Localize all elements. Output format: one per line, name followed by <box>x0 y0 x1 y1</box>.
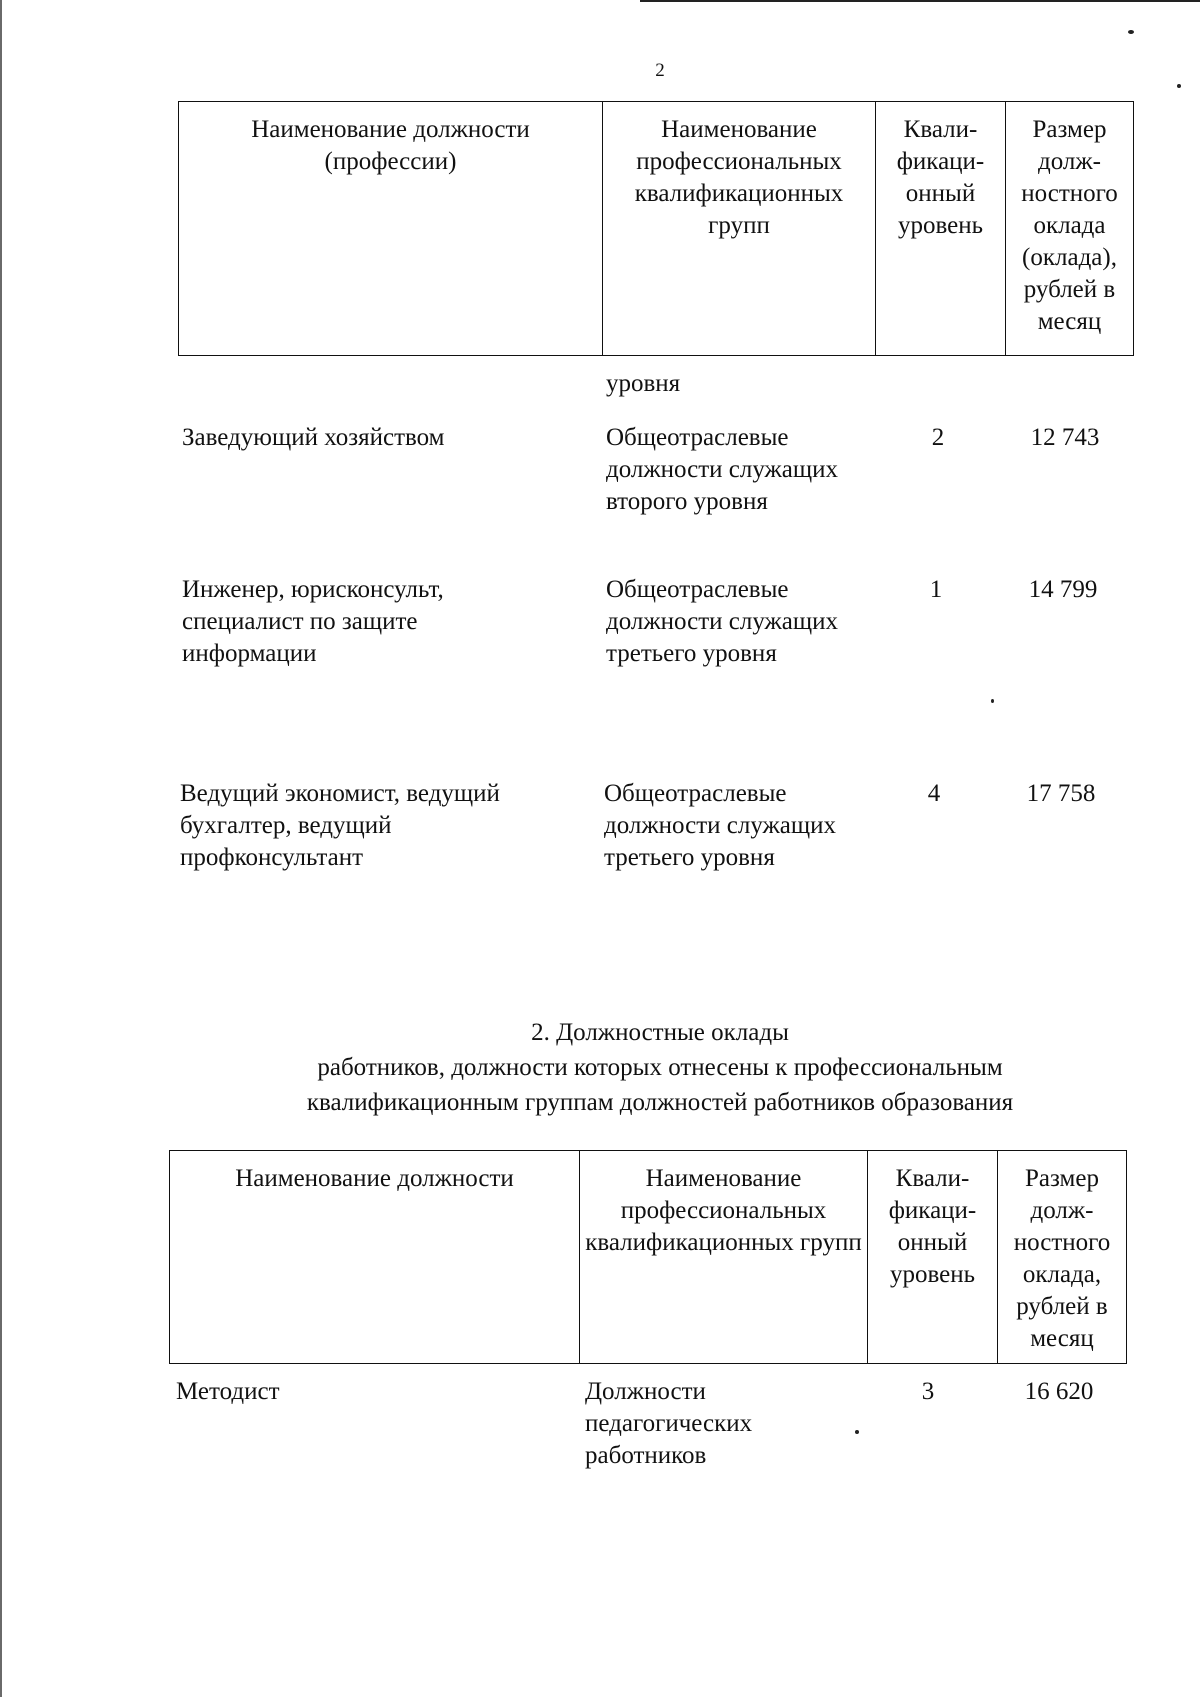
row-group: Общеотраслевые должности служащих третьего уровня <box>606 576 839 667</box>
table2-header-group: Наименование профессиональных квалификационных групп <box>580 1151 868 1364</box>
row-group: Общеотраслевые должности служащих третьего уровня <box>604 780 837 871</box>
section2-title-line2: работников, должности которых отнесены к профессиональным <box>317 1054 1003 1081</box>
table2-header-position: Наименование должности <box>170 1151 580 1364</box>
row-group: Общеотраслевые должности служащих второго уровня <box>606 424 839 515</box>
row-salary: 12 743 <box>1030 424 1100 451</box>
table1-continuation-text: уровня <box>606 370 681 397</box>
row-level: 3 <box>921 1378 935 1405</box>
scan-speck <box>1177 84 1181 88</box>
table2-header-salary: Размер долж-ностного оклада, рублей в месяц <box>998 1151 1127 1364</box>
table1-header-level: Квали-фикаци-онный уровень <box>876 102 1006 356</box>
table1-header <box>178 101 1134 356</box>
row-salary: 16 620 <box>1024 1378 1094 1405</box>
table-row <box>0 1376 1200 1486</box>
section2-title-line1: 2. Должностные оклады <box>531 1019 789 1046</box>
scan-border-top <box>640 0 1200 2</box>
table-row <box>0 574 1200 704</box>
table1-header-group: Наименование профессиональных квалификационных групп <box>603 102 876 356</box>
row-position: Заведующий хозяйством <box>182 424 445 451</box>
table1-header-salary: Размер долж-ностного оклада (оклада), рублей в месяц <box>1006 102 1134 356</box>
table2-header-level: Квали-фикаци-онный уровень <box>868 1151 998 1364</box>
row-position: Методист <box>176 1378 280 1405</box>
table-row <box>0 778 1200 908</box>
table1-header-position: Наименование должности (профессии) <box>179 102 603 356</box>
row-group: Должности педагогических работников <box>585 1378 753 1469</box>
row-salary: 17 758 <box>1026 780 1096 807</box>
page-number: 2 <box>655 60 665 81</box>
table-row <box>0 422 1200 552</box>
table2-header <box>169 1150 1127 1364</box>
row-salary: 14 799 <box>1028 576 1098 603</box>
section2-title-line3: квалификационным группам должностей работников образования <box>306 1089 1014 1116</box>
row-position: Инженер, юрисконсульт, специалист по защите информации <box>182 576 444 667</box>
row-position: Ведущий экономист, ведущий бухгалтер, ведущий профконсультант <box>180 780 500 871</box>
row-level: 2 <box>931 424 945 451</box>
row-level: 4 <box>927 780 941 807</box>
row-level: 1 <box>929 576 943 603</box>
scan-speck <box>1128 30 1134 34</box>
